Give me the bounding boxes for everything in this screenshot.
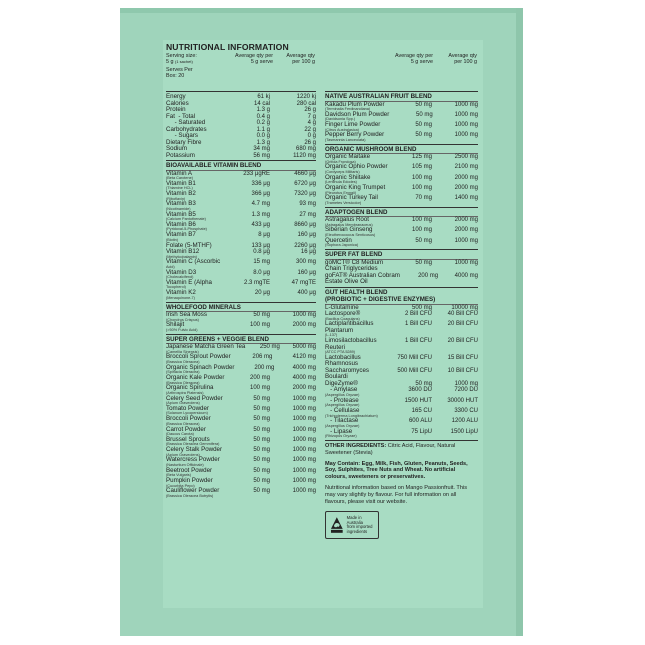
nutrient-source: (Apium Graveolens)	[166, 401, 200, 406]
per-serve-value: 100 mg	[249, 322, 270, 329]
per-serve-value: 20 μg	[254, 290, 270, 297]
section-title: SUPER FAT BLEND	[325, 251, 383, 259]
per-serve-value: 1 Bill CFU	[404, 321, 432, 328]
nutrient-name: Estate Olive Oil	[325, 278, 368, 286]
per-100g-value: 20 Bill CFU	[447, 338, 478, 345]
per-100g-value: 4660 μg	[294, 170, 316, 177]
ingredient-row	[166, 290, 316, 300]
per-100g-value: 1400 mg	[454, 195, 478, 202]
per-100g-value: 40 Bill CFU	[447, 311, 478, 318]
nutrient-name: Vitamin B5	[166, 210, 196, 218]
ingredient-row	[325, 195, 478, 205]
ingredient-row	[325, 279, 478, 286]
per-serve-value: 4.7 mg	[251, 201, 270, 208]
nutrient-source: (Rhizopus Oryzae)	[325, 434, 357, 439]
per-100g-value: 6720 μg	[294, 180, 316, 187]
ingredient-row	[325, 238, 478, 248]
nutrient-source: (Aspergillus Oryzae)	[325, 392, 360, 397]
per-100g-value: 300 mg	[295, 259, 316, 266]
nutrient-name: Vitamin B12	[166, 248, 200, 256]
section-title: BIOAVAILABLE VITAMIN BLEND	[166, 162, 262, 169]
ingredient-row	[166, 312, 316, 322]
nutrient-name: Organic Shiitake	[325, 173, 371, 181]
nutrient-source: (Tasmannia Lanceolata)	[325, 137, 366, 142]
per-serve-value: 100 mg	[411, 185, 432, 192]
nutrient-source: (Nicotinamide)	[166, 206, 191, 211]
per-100g-value: 20 Bill CFU	[447, 321, 478, 328]
section-title: WHOLEFOOD MINERALS	[166, 303, 241, 311]
per-100g-value: 1500 LipU	[450, 428, 478, 435]
nutrient-name: Vitamin B3	[166, 200, 196, 208]
per-100g-value: 3300 CU	[454, 408, 478, 415]
per-serve-value: 50 mg	[253, 447, 270, 454]
nutrient-name: Vitamin B1	[166, 179, 196, 187]
nutrient-name: Carbohydrates	[166, 125, 207, 133]
serves-per-box: Serves Per Box: 20	[166, 67, 193, 79]
nutrient-source: (Arthrospira Platensis)	[166, 390, 204, 395]
per-100g-value: 1000 mg	[292, 447, 316, 454]
box-side-edge	[516, 8, 523, 636]
ingredient-row	[325, 132, 478, 142]
per-serve-value: 50 mg	[253, 395, 270, 402]
per-serve-value: 600 ALU	[408, 418, 432, 425]
per-100g-value: 280 cal	[296, 100, 316, 107]
per-serve-value: 336 μg	[251, 180, 270, 187]
nutrient-source: (Trichoderma Longibrachiatum)	[325, 413, 378, 418]
section-title: GUT HEALTH BLEND	[325, 288, 388, 296]
per-serve-value: 61 kj	[257, 94, 270, 100]
nutrient-source: (Lentinula Edodes)	[325, 180, 357, 185]
per-100g-value: 8660 μg	[294, 221, 316, 228]
per-serve-value: 75 LipU	[411, 428, 432, 435]
per-serve-value: 750 Mill CFU	[397, 354, 432, 361]
per-serve-value: 15 mg	[253, 259, 270, 266]
nutrient-source: (Davidsonia Spp.)	[325, 117, 356, 122]
nutrient-source: (Solanum Lycopersicum)	[166, 411, 208, 416]
nutrient-name: Lactiplantibacillus	[325, 320, 374, 328]
per-serve-value: 366 μg	[251, 191, 270, 198]
per-100g-value: 1000 mg	[292, 467, 316, 474]
nutrient-name: Japanese Matcha Green Tea	[166, 343, 246, 351]
per-100g-value: 5000 mg	[292, 344, 316, 351]
per-100g-value: 1220 kj	[296, 94, 316, 100]
per-serve-value: 50 mg	[415, 237, 432, 244]
section-title: SUPER GREENS + VEGGIE BLEND	[166, 335, 269, 343]
nutrient-name: - Amylase	[325, 386, 358, 394]
nutrient-name: - Tilactase	[325, 417, 359, 425]
nutrient-name: Vitamin B6	[166, 220, 196, 228]
nutrient-name: Reuteri	[325, 343, 345, 351]
per-serve-value: 50 mg	[253, 467, 270, 474]
per-serve-value: 2.3 mgTE	[243, 279, 270, 286]
per-serve-value: 1 Bill CFU	[404, 338, 432, 345]
nutrient-source: (Brassica Oleracea Gemmifera)	[166, 442, 220, 447]
nutrient-source: (Terminalia Ferdinandiana)	[325, 107, 371, 111]
nutrient-name: Davidson Plum Powder	[325, 110, 390, 118]
nutrient-name: Celery Stalk Powder	[166, 446, 223, 454]
per-serve-value: 200 mg	[418, 272, 439, 279]
per-serve-value: 50 mg	[415, 122, 432, 129]
nutrient-source: (Trametes Versicolor)	[325, 200, 362, 205]
per-serve-value: 0.2 g	[256, 120, 270, 126]
per-serve-value: 50 mg	[253, 426, 270, 433]
per-serve-value: 3600 DU	[408, 387, 432, 394]
per-100g-value: 1000 mg	[292, 416, 316, 423]
per-serve-value: 0.4 g	[256, 113, 270, 120]
nutrient-source: (Cucurbita Pepo)	[166, 483, 195, 488]
per-100g-value: 1000 mg	[454, 237, 478, 244]
nutrient-name: Organic Ophio Powder	[325, 163, 388, 171]
nutrient-name: Beetroot Powder	[166, 466, 213, 474]
per-serve-value: 250 mg	[259, 344, 280, 351]
nutrition-row	[166, 153, 316, 160]
nutrient-name: - Sugars	[166, 132, 198, 139]
other-ingredients: OTHER INGREDIENTS: Citric Acid, Flavour, Natural Sweetener (Stevia)	[325, 442, 456, 456]
made-in-australia-badge: Made in Australia from imported ingredients	[325, 511, 379, 539]
per-100g-value: 47 mgTE	[291, 279, 316, 286]
nutrient-name: Tomato Powder	[166, 404, 209, 412]
per-serve-value: 50 mg	[415, 380, 432, 387]
nutrient-name: Shilajit	[166, 321, 185, 329]
per-100g-value: 1000 mg	[454, 259, 478, 266]
nutrient-name: - Saturated	[166, 119, 206, 126]
per-100g-value: 1120 mg	[293, 152, 316, 159]
per-100g-value: 400 μg	[297, 290, 316, 297]
per-serve-value: 8 μg	[258, 232, 270, 239]
nutrient-source: (Grifola Frondosa)	[325, 159, 356, 164]
nutrient-source: (Beta Vulgaris)	[166, 473, 191, 478]
per-100g-value: 1000 mg	[454, 111, 478, 118]
per-100g-value: 2000 mg	[454, 185, 478, 192]
per-100g-value: 16 μg	[300, 249, 316, 256]
per-serve-value: 56 mg	[253, 152, 270, 159]
nutrient-name: Irish Sea Moss	[166, 311, 207, 319]
nutrient-name: Finger Lime Powder	[325, 121, 381, 129]
per-serve-value: 200 mg	[254, 364, 275, 371]
per-100g-value: 22 g	[304, 126, 316, 133]
per-100g-value: 10 Bill CFU	[447, 367, 478, 374]
nutrient-name: Vitamin B2	[166, 190, 196, 198]
per-serve-value: 165 CU	[411, 408, 432, 415]
panel-title: NUTRITIONAL INFORMATION	[166, 42, 289, 52]
per-100g-value: 2260 μg	[294, 242, 316, 249]
nutrient-name: DigeZyme®	[325, 379, 358, 387]
nutrient-source: (Chondrus Crispus)	[166, 317, 199, 322]
avg-serve-header-left: Average qty per 5 g serve	[235, 53, 273, 65]
nutrient-source: (Riboflavin)	[166, 196, 186, 201]
per-serve-value: 50 mg	[253, 312, 270, 319]
per-100g-value: 1000 mg	[292, 436, 316, 443]
nutrient-name: Organic Spirulina	[166, 384, 214, 392]
nutrient-name: - Lipase	[325, 427, 353, 435]
nutrient-name: Vitamin C (Ascorbic	[166, 258, 221, 266]
per-serve-value: 1.3 g	[256, 139, 270, 146]
per-100g-value: 27 mg	[299, 211, 316, 218]
avg-100-header-right: Average qty per 100 g	[448, 53, 477, 65]
per-100g-value: 1000 mg	[454, 132, 478, 139]
nutrient-source: (Aspergillus Oryzae)	[325, 423, 360, 428]
nutrient-source: Tocopherol)	[166, 285, 186, 290]
left-blends	[166, 160, 316, 499]
per-100g-value: 10000 mg	[451, 304, 478, 311]
per-serve-value: 1.3 mg	[251, 211, 270, 218]
nutrient-source: (Astragalus Membranaceus)	[325, 222, 373, 227]
nutrient-source: (Thiamine HCL)	[166, 186, 193, 191]
per-100g-value: 26 g	[304, 107, 316, 113]
nutrient-name: Organic Maitake	[325, 153, 371, 161]
section-title: NATIVE AUSTRALIAN FRUIT BLEND	[325, 93, 432, 100]
nutrient-name: Vitamin E (Alpha	[166, 278, 212, 286]
nutrient-source: (Brassica Oleracea)	[166, 421, 200, 426]
per-100g-value: 2000 mg	[454, 227, 478, 234]
nutrient-source: (Camellia Sinensis)	[166, 349, 199, 354]
nutrient-source: (Brassica Oleracea Botrytis)	[166, 493, 214, 498]
nutrient-source: (Bacillus Coagulans)	[325, 316, 360, 321]
per-100g-value: 26 g	[304, 139, 316, 146]
ingredient-row	[166, 322, 316, 332]
per-serve-value: 0.0 g	[256, 133, 270, 139]
nutrient-name: Limosilactobacillus	[325, 337, 377, 345]
nutrient-source: (Calcium Pantothenate)	[166, 217, 206, 222]
nutrient-name: Vitamin K2	[166, 289, 196, 297]
allergen-statement: May Contain: Egg, Milk, Fish, Gluten, Peanuts, Seeds, Soy, Sulphites, Tree Nuts and Wheat. No artificial colours, sweeteners or preservatives.	[325, 460, 468, 481]
per-serve-value: 50 mg	[415, 111, 433, 118]
nutrient-name: Organic Spinach Powder	[166, 363, 235, 371]
per-serve-value: 1.3 g	[256, 107, 270, 113]
nutrient-name: - Cellulase	[325, 407, 360, 415]
per-serve-value: 70 mg	[415, 195, 432, 202]
per-serve-value: 50 mg	[253, 488, 270, 495]
per-serve-value: 1.1 g	[256, 126, 270, 133]
nutrient-name: Protein	[166, 106, 186, 113]
per-100g-value: 0 g	[307, 133, 316, 139]
nutrient-name: Boulardi	[325, 373, 348, 381]
nutrient-name: Chain Triglycerides	[325, 265, 378, 273]
per-serve-value: 233 μgRE	[243, 170, 270, 177]
per-100g-value: 1000 mg	[292, 478, 316, 485]
nutrient-source: (Methylcobalamin)	[166, 254, 198, 259]
per-serve-value: 100 mg	[249, 385, 270, 392]
per-100g-value: 2000 mg	[454, 174, 478, 181]
section-subtitle: (PROBIOTIC + DIGESTIVE ENZYMES)	[325, 296, 436, 304]
per-serve-value: 433 μg	[251, 221, 270, 228]
per-100g-value: 4000 mg	[292, 364, 316, 371]
per-100g-value: 1200 ALU	[451, 418, 478, 425]
right-blends	[325, 94, 478, 439]
per-serve-value: 50 mg	[253, 416, 270, 423]
nutrient-name: Calories	[166, 99, 189, 107]
nutrient-source: (Nasturtium Officinale)	[166, 462, 204, 467]
per-100g-value: 2500 mg	[454, 154, 478, 161]
nutrient-name: Siberian Ginseng	[325, 226, 373, 234]
section-title: ADAPTOGEN BLEND	[325, 208, 388, 216]
per-serve-value: 206 mg	[252, 354, 273, 361]
per-100g-value: 7200 DU	[454, 387, 478, 394]
box-top-edge	[120, 8, 523, 13]
per-serve-value: 200 mg	[249, 375, 270, 382]
nutrient-name: Kakadu Plum Powder	[325, 100, 385, 108]
per-serve-value: 1500 HUT	[404, 397, 432, 404]
nutrient-source: (Brassica Oleracea)	[166, 359, 200, 364]
nutrient-source: (Cholecalciferol)	[166, 275, 194, 280]
per-100g-value: 15 Bill CFU	[447, 354, 478, 361]
per-serve-value: 50 mg	[415, 132, 432, 139]
per-serve-value: 14 cal	[253, 100, 270, 107]
nutrient-name: Pumpkin Powder	[166, 477, 213, 485]
per-100g-value: 30000 HUT	[447, 397, 478, 404]
per-100g-value: 1000 mg	[454, 122, 478, 129]
nutrient-name: Energy	[166, 93, 186, 100]
per-100g-value: 2000 mg	[292, 385, 316, 392]
per-100g-value: 7 g	[307, 113, 316, 120]
per-serve-value: 50 mg	[415, 101, 432, 108]
per-100g-value: 1000 mg	[292, 395, 316, 402]
per-serve-value: 50 mg	[253, 478, 270, 485]
nutrient-name: goMCT® C8 Medium	[325, 258, 384, 266]
australia-triangle-icon	[330, 516, 344, 534]
nutrient-name: Vitamin A	[166, 169, 193, 177]
avg-serve-header-right: Average qty per 5 g serve	[395, 53, 433, 65]
nutrient-source: (Citrus Australasica)	[325, 127, 359, 132]
per-100g-value: 2100 mg	[454, 164, 478, 171]
per-100g-value: 680 mg	[295, 146, 316, 152]
nutrient-name: Watercress Powder	[166, 456, 220, 464]
nutrient-source: (Aspergillus Oryzae)	[325, 403, 360, 408]
per-100g-value: 4120 mg	[292, 354, 316, 361]
nutrient-name: Broccoli Sprout Powder	[166, 353, 231, 361]
nutrient-source: (Spinacia Oleracea)	[166, 370, 200, 375]
per-100g-value: 93 mg	[299, 201, 316, 208]
avg-100-header-left: Average qty per 100 g	[286, 53, 315, 65]
nutrient-name: Fat - Total	[166, 112, 196, 120]
nutrient-name: L-Glutamine	[325, 303, 359, 311]
nutrient-name: Folate (5-MTHF)	[166, 241, 212, 249]
per-100g-value: 160 μg	[297, 269, 316, 276]
per-serve-value: 100 mg	[411, 217, 432, 224]
nutrient-name: Lactospore®	[325, 310, 361, 318]
per-serve-value: 34 mg	[253, 146, 270, 152]
nutrient-name: Organic Kale Powder	[166, 374, 225, 382]
per-serve-value: 50 mg	[253, 457, 270, 464]
nutrient-source: (Eleutherococcus Senticosus)	[325, 232, 376, 237]
per-serve-value: 105 mg	[411, 164, 432, 171]
per-100g-value: 1000 mg	[292, 457, 316, 464]
nutrient-name: - Protease	[325, 396, 359, 404]
per-serve-value: 100 mg	[411, 174, 432, 181]
nutrient-name: Celery Seed Powder	[166, 394, 223, 402]
nutrient-name: Astragalus Root	[325, 216, 370, 224]
nutrient-source: (Daucus Carota)	[166, 432, 194, 437]
nutrient-name: Organic Turkey Tail	[325, 194, 378, 202]
per-100g-value: 2000 mg	[292, 322, 316, 329]
per-serve-value: 500 Mill CFU	[397, 367, 432, 374]
per-serve-value: 133 μg	[251, 242, 270, 249]
nutrient-name: Organic King Trumpet	[325, 184, 386, 192]
nutrient-source: (Pyridoxal-5-Phosphate)	[166, 227, 207, 232]
per-serve-value: 125 mg	[411, 154, 432, 161]
nutrient-source: (L-137)	[325, 333, 338, 338]
nutrient-name: Rhamnosus	[325, 360, 359, 368]
nutrient-name: Pepper Berry Powder	[325, 131, 385, 139]
per-serve-value: 50 mg	[415, 259, 432, 266]
per-100g-value: 1000 mg	[292, 426, 316, 433]
per-serve-value: 500 mg	[411, 304, 432, 311]
nutrition-info-note: Nutritional information based on Mango Passionfruit. This may vary slightly by flavour. For full information on all flavours, please visit our website.	[325, 485, 467, 505]
per-100g-value: 4000 mg	[292, 375, 316, 382]
per-serve-value: 50 mg	[253, 436, 270, 443]
ingredient-row	[166, 488, 316, 498]
per-serve-value: 50 mg	[253, 405, 270, 412]
nutrition-table	[166, 94, 316, 159]
nutrient-source: (Biotin)	[166, 237, 179, 242]
nutrient-name: Potassium	[166, 151, 195, 159]
per-100g-value: 7320 μg	[294, 191, 316, 198]
nutrient-source: (Apium Graveolens)	[166, 452, 200, 457]
serving-size: Serving size: 5 g (1 sachet)	[166, 53, 197, 65]
per-100g-value: 4000 mg	[454, 272, 478, 279]
nutrient-source: (Beta Carotene)	[166, 176, 194, 180]
per-100g-value: 1000 mg	[454, 380, 478, 387]
per-100g-value: 1000 mg	[292, 405, 316, 412]
nutrient-name: Brussel Sprouts	[166, 435, 210, 443]
per-serve-value: 0.8 μg	[253, 249, 270, 256]
nutrient-name: Carrot Powder	[166, 425, 206, 433]
nutrient-name: Vitamin B7	[166, 231, 196, 239]
per-serve-value: 2 Bill CFU	[404, 311, 432, 318]
ingredient-row	[325, 429, 478, 439]
left-column	[166, 90, 316, 499]
nutrient-source: (>50% Fulvic Acid)	[166, 327, 198, 332]
per-100g-value: 4 g	[307, 120, 316, 126]
nutrient-name: Plantarum	[325, 326, 354, 334]
nutrition-label	[163, 40, 483, 608]
section-title: ORGANIC MUSHROOM BLEND	[325, 145, 417, 153]
per-100g-value: 1000 mg	[292, 312, 316, 319]
per-100g-value: 1000 mg	[292, 488, 316, 495]
per-serve-value: 8.0 μg	[253, 269, 270, 276]
nutrient-source: (Brassica Oleracea)	[166, 380, 200, 385]
nutrient-name: Cauliflower Powder	[166, 487, 220, 495]
nutrient-source: (Cordyceps Militaris)	[325, 169, 360, 174]
nutrient-source: (ATCC PTA 5289)	[325, 350, 356, 355]
nutrient-name: Lactobacillus	[325, 353, 361, 361]
right-column	[325, 90, 478, 539]
nutrient-source: (Menaquinone-7)	[166, 295, 195, 300]
per-100g-value: 1000 mg	[454, 101, 478, 108]
per-serve-value: 100 mg	[411, 227, 432, 234]
nutrient-source: (Sophora Japonica)	[325, 243, 359, 248]
per-100g-value: 2000 mg	[454, 217, 478, 224]
nutrient-name: goFAT® Australian Cobram	[325, 271, 400, 279]
nutrient-name: Broccoli Powder	[166, 415, 211, 423]
nutrient-name: Sodium	[166, 145, 187, 152]
nutrient-name: Dietary Fibre	[166, 138, 202, 146]
per-100g-value: 160 μg	[297, 232, 316, 239]
nutrient-source: (Pleurotus Eryngii)	[325, 190, 357, 195]
nutrient-name: Quercetin	[325, 236, 352, 244]
nutrient-source: Acid)	[166, 264, 175, 269]
nutrient-name: Vitamin D3	[166, 268, 197, 276]
nutrient-name: Saccharomyces	[325, 366, 370, 374]
